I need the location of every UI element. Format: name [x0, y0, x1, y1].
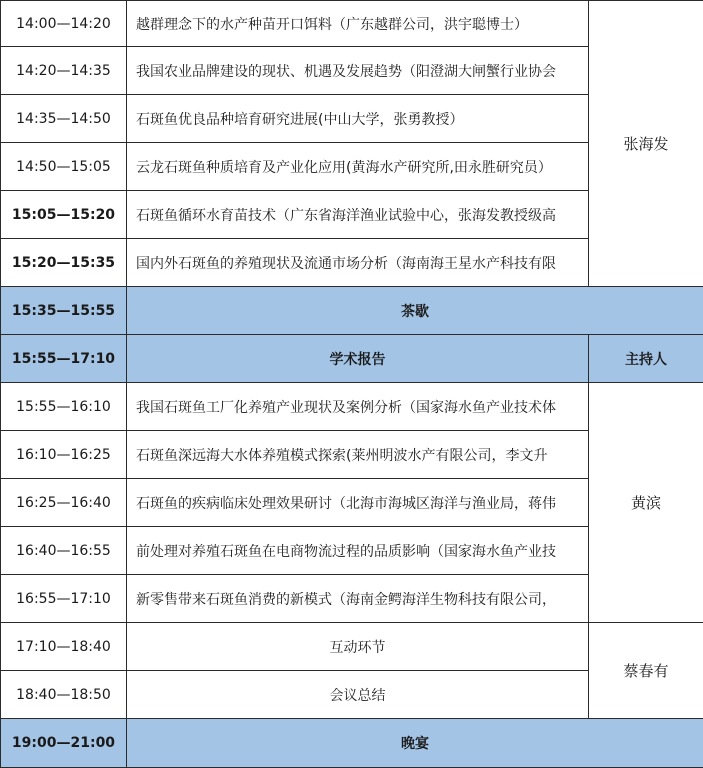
dinner-row [1, 719, 703, 768]
host-cell: 张海发 [589, 1, 703, 287]
time-cell: 15:35—15:55 [1, 287, 127, 335]
topic-cell: 国内外石斑鱼的养殖现状及流通市场分析（海南海王星水产科技有限 [127, 239, 589, 287]
dinner-label: 晚宴 [127, 719, 703, 768]
table-row [1, 383, 703, 431]
host-cell: 黄滨 [589, 383, 703, 623]
break-label: 茶歇 [127, 287, 703, 335]
time-cell: 16:10—16:25 [1, 431, 127, 479]
table-row [1, 1, 703, 47]
time-cell: 16:55—17:10 [1, 575, 127, 623]
time-cell: 15:20—15:35 [1, 239, 127, 287]
break-row [1, 287, 703, 335]
topic-cell: 越群理念下的水产种苗开口饵料（广东越群公司，洪宇聪博士） [127, 1, 589, 47]
time-cell: 15:55—17:10 [1, 335, 127, 383]
time-cell: 14:35—14:50 [1, 95, 127, 143]
time-cell: 16:40—16:55 [1, 527, 127, 575]
topic-cell: 新零售带来石斑鱼消费的新模式（海南金鳄海洋生物科技有限公司， [127, 575, 589, 623]
time-cell: 16:25—16:40 [1, 479, 127, 527]
time-cell: 18:40—18:50 [1, 671, 127, 719]
topic-cell: 会议总结 [127, 671, 589, 719]
topic-cell: 石斑鱼优良品种培育研究进展(中山大学，张勇教授） [127, 95, 589, 143]
host-header: 主持人 [589, 335, 703, 383]
topic-cell: 前处理对养殖石斑鱼在电商物流过程的品质影响（国家海水鱼产业技 [127, 527, 589, 575]
topic-cell: 石斑鱼循环水育苗技术（广东省海洋渔业试验中心，张海发教授级高 [127, 191, 589, 239]
time-cell: 19:00—21:00 [1, 719, 127, 768]
topic-cell: 云龙石斑鱼种质培育及产业化应用(黄海水产研究所,田永胜研究员） [127, 143, 589, 191]
topic-cell: 石斑鱼的疾病临床处理效果研讨（北海市海城区海洋与渔业局，蒋伟 [127, 479, 589, 527]
time-cell: 14:20—14:35 [1, 47, 127, 95]
host-cell: 蔡春有 [589, 623, 703, 719]
time-cell: 17:10—18:40 [1, 623, 127, 671]
time-cell: 15:05—15:20 [1, 191, 127, 239]
topic-cell: 我国农业品牌建设的现状、机遇及发展趋势（阳澄湖大闸蟹行业协会 [127, 47, 589, 95]
table-row [1, 623, 703, 671]
time-cell: 15:55—16:10 [1, 383, 127, 431]
topic-cell: 互动环节 [127, 623, 589, 671]
topic-cell: 石斑鱼深远海大水体养殖模式探索(莱州明波水产有限公司，李文升 [127, 431, 589, 479]
time-cell: 14:50—15:05 [1, 143, 127, 191]
time-cell: 14:00—14:20 [1, 1, 127, 47]
topic-cell: 我国石斑鱼工厂化养殖产业现状及案例分析（国家海水鱼产业技术体 [127, 383, 589, 431]
section-header-row [1, 335, 703, 383]
section-title: 学术报告 [127, 335, 589, 383]
